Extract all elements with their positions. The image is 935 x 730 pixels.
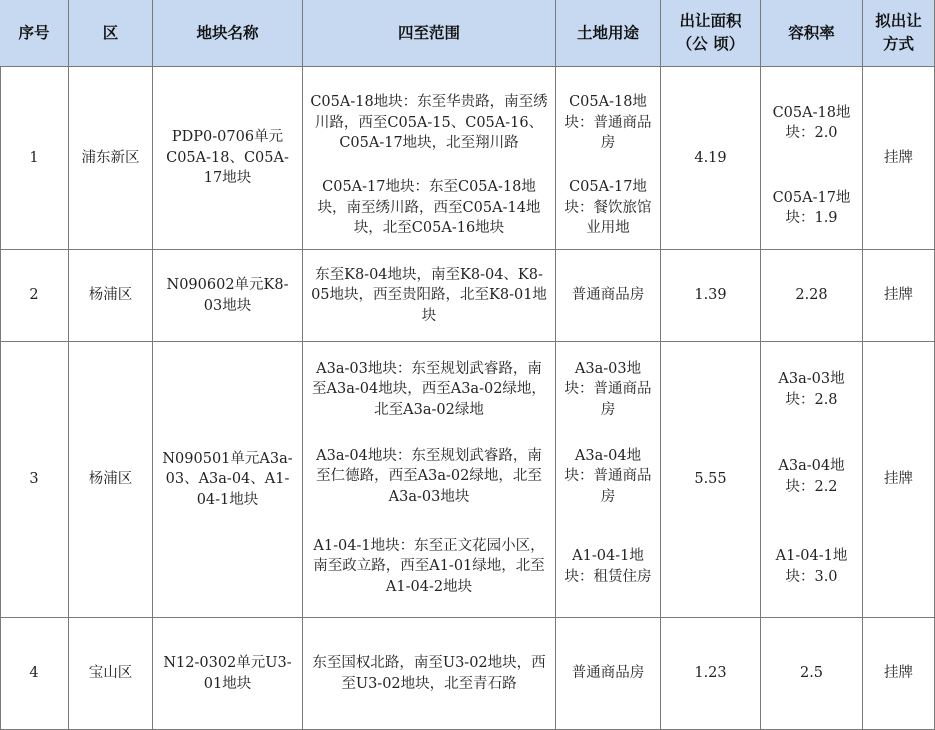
row1-seq: 1 bbox=[0, 67, 69, 250]
row2-far-1: 2.28 bbox=[795, 287, 828, 304]
row1-far-1: C05A-18地块：2.0 bbox=[772, 104, 851, 141]
row3-land-use-1: A3a-03地块：普通商品房 bbox=[564, 360, 652, 418]
row2-plot-name-text: N090602单元K8-03地块 bbox=[166, 277, 289, 314]
row3-far-seg3 bbox=[767, 522, 856, 612]
row3-far-seg1 bbox=[767, 348, 856, 432]
row3-plot-name bbox=[153, 342, 303, 618]
row3-seq: 3 bbox=[0, 342, 69, 618]
row1-district: 浦东新区 bbox=[69, 67, 153, 250]
row1-boundary-seg2 bbox=[309, 173, 549, 243]
row3-land-use-3: A1-04-1地块：租赁住房 bbox=[564, 548, 652, 585]
row1-land-use-seg2 bbox=[562, 173, 654, 243]
row1-boundary-2: C05A-17地块：东至C05A-18地块，南至绣川路，西至C05A-14地块，北至C05A-16地块 bbox=[317, 179, 541, 237]
row3-land-use-seg3 bbox=[562, 522, 654, 612]
row1-land-use bbox=[556, 67, 661, 250]
row4-plot-name bbox=[153, 618, 303, 730]
row2-seq: 2 bbox=[0, 250, 69, 342]
row1-land-use-2: C05A-17地块：餐饮旅馆业用地 bbox=[564, 179, 652, 237]
row3-boundary-seg3 bbox=[309, 522, 549, 612]
row4-seq: 4 bbox=[0, 618, 69, 730]
row3-district: 杨浦区 bbox=[69, 342, 153, 618]
header-boundaries: 四至范围 bbox=[303, 0, 556, 67]
row2-boundary-1: 东至K8-04地块，南至K8-04、K8-05地块，西至贵阳路，北至K8-01地块 bbox=[311, 266, 547, 324]
row1-far-seg1 bbox=[767, 73, 856, 173]
row3-far bbox=[761, 342, 863, 618]
row3-area: 5.55 bbox=[661, 342, 761, 618]
row2-land-use bbox=[556, 250, 661, 342]
header-seq: 序号 bbox=[0, 0, 69, 67]
header-area-text: 出让面积（公 顷） bbox=[676, 12, 745, 53]
row2-plot-name bbox=[153, 250, 303, 342]
row1-area: 4.19 bbox=[661, 67, 761, 250]
row3-boundary-seg2 bbox=[309, 432, 549, 522]
row3-boundary-2: A3a-04地块：东至规划武睿路，南至仁德路，西至A3a-02绿地，北至A3a-03地块 bbox=[316, 447, 542, 505]
row1-method: 挂牌 bbox=[863, 67, 935, 250]
row3-far-3: A1-04-1地块：3.0 bbox=[775, 548, 848, 585]
row2-district: 杨浦区 bbox=[69, 250, 153, 342]
header-area bbox=[661, 0, 761, 67]
row2-land-use-1: 普通商品房 bbox=[571, 287, 645, 304]
row1-plot-name-text: PDP0-0706单元C05A-18、C05A-17地块 bbox=[166, 129, 289, 187]
header-district: 区 bbox=[69, 0, 153, 67]
row1-land-use-1: C05A-18地块：普通商品房 bbox=[564, 94, 652, 152]
header-far: 容积率 bbox=[761, 0, 863, 67]
row3-boundary-seg1 bbox=[309, 348, 549, 432]
row1-boundary-seg1 bbox=[309, 73, 549, 173]
row3-boundary-1: A3a-03地块：东至规划武睿路，南至A3a-04地块，西至A3a-02绿地，北至A3a-02绿地 bbox=[312, 360, 546, 418]
header-plot-name: 地块名称 bbox=[153, 0, 303, 67]
header-land-use: 土地用途 bbox=[556, 0, 661, 67]
row2-area: 1.39 bbox=[661, 250, 761, 342]
row1-land-use-seg1 bbox=[562, 73, 654, 173]
row4-boundaries bbox=[303, 618, 556, 730]
row1-far-seg2 bbox=[767, 173, 856, 243]
row1-far bbox=[761, 67, 863, 250]
row1-far-2: C05A-17地块：1.9 bbox=[772, 189, 851, 226]
row4-method: 挂牌 bbox=[863, 618, 935, 730]
row4-far-1: 2.5 bbox=[799, 665, 824, 682]
row2-boundaries bbox=[303, 250, 556, 342]
row3-far-seg2 bbox=[767, 432, 856, 522]
row2-far bbox=[761, 250, 863, 342]
row4-far bbox=[761, 618, 863, 730]
row2-method: 挂牌 bbox=[863, 250, 935, 342]
row4-land-use-1: 普通商品房 bbox=[571, 665, 645, 682]
row3-boundaries bbox=[303, 342, 556, 618]
row4-boundary-1: 东至国权北路，南至U3-02地块，西至U3-02地块，北至青石路 bbox=[312, 655, 546, 692]
row3-land-use-seg1 bbox=[562, 348, 654, 432]
row3-land-use-2: A3a-04地块：普通商品房 bbox=[564, 447, 652, 505]
row4-plot-name-text: N12-0302单元U3-01地块 bbox=[163, 655, 292, 692]
row3-boundary-3: A1-04-1地块：东至正文花园小区，南至政立路，西至A1-01绿地，北至A1-04-2地块 bbox=[313, 537, 545, 595]
row1-plot-name bbox=[153, 67, 303, 250]
header-method bbox=[863, 0, 935, 67]
row4-area: 1.23 bbox=[661, 618, 761, 730]
row4-land-use bbox=[556, 618, 661, 730]
row3-land-use-seg2 bbox=[562, 432, 654, 522]
row3-far-1: A3a-03地块：2.8 bbox=[778, 371, 845, 408]
header-method-text: 拟出让方式 bbox=[875, 12, 922, 53]
row1-boundary-1: C05A-18地块：东至华贵路，南至绣川路，西至C05A-15、C05A-16、C05A-17地块，北至翔川路 bbox=[310, 94, 548, 152]
row3-far-2: A3a-04地块：2.2 bbox=[778, 458, 845, 495]
row4-district: 宝山区 bbox=[69, 618, 153, 730]
row3-land-use bbox=[556, 342, 661, 618]
row3-method: 挂牌 bbox=[863, 342, 935, 618]
row3-plot-name-text: N090501单元A3a-03、A3a-04、A1-04-1地块 bbox=[162, 450, 293, 508]
row1-boundaries bbox=[303, 67, 556, 250]
